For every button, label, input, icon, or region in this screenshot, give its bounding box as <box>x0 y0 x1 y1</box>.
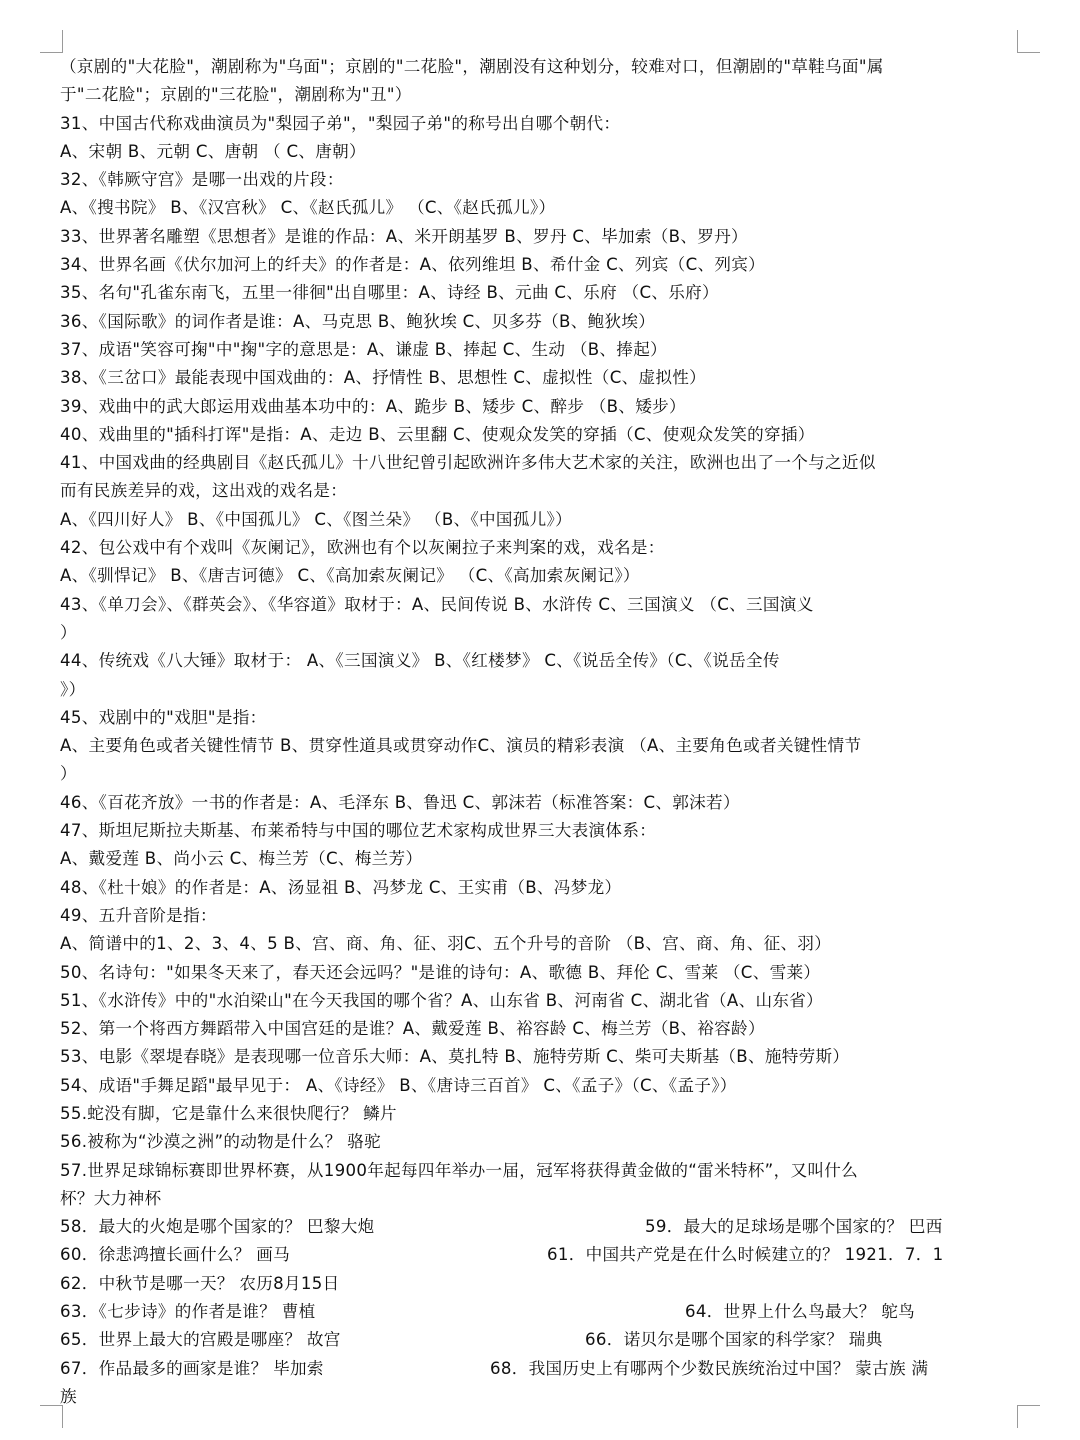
question-50: 50、名诗句："如果冬天来了，春天还会远吗？"是谁的诗句：A、歌德 B、拜伦 C、雪莱 （C、雪莱） <box>60 962 821 982</box>
question-52: 52、第一个将西方舞蹈带入中国宫廷的是谁？A、戴爱莲 B、裕容龄 C、梅兰芳（B、裕容龄） <box>60 1019 765 1039</box>
question-57: 57.世界足球锦标赛即世界杯赛，从1900年起每四年举办一届，冠军将获得黄金做的“雷米特杯”，又叫什么 <box>60 1160 859 1180</box>
question-54: 54、成语"手舞足蹈"最早见于： A、《诗经》 B、《唐诗三百首》 C、《孟子》（C、《孟子》） <box>60 1075 737 1095</box>
options-31: A、宋朝 B、元朝 C、唐朝 （ C、唐朝） <box>60 141 366 161</box>
question-65: 65．世界上最大的宫殿是哪座？ 故宫 <box>60 1330 341 1350</box>
question-43: 43、《单刀会》、《群英会》、《华容道》取材于：A、民间传说 B、水浒传 C、三国演义 （C、三国演义 <box>60 594 814 614</box>
question-68: 68．我国历史上有哪两个少数民族统治过中国？ 蒙古族 满 <box>490 1358 929 1378</box>
question-44: 44、传统戏《八大锤》取材于： A、《三国演义》 B、《红楼梦》 C、《说岳全传》（C、《说岳全传 <box>60 651 780 671</box>
question-pair-58-59 <box>60 1213 1025 1241</box>
options-49: A、简谱中的1、2、3、4、5 B、宫、商、角、征、羽C、五个升号的音阶 （B、宫、商、角、征、羽） <box>60 934 832 954</box>
document-body <box>60 53 1025 1411</box>
question-44-cont: 》） <box>60 679 86 699</box>
question-33: 33、世界著名雕塑《思想者》是谁的作品：A、米开朗基罗 B、罗丹 C、毕加索（B、罗丹） <box>60 226 748 246</box>
question-49: 49、五升音阶是指： <box>60 905 217 925</box>
question-46: 46、《百花齐放》一书的作者是：A、毛泽东 B、鲁迅 C、郭沫若（标准答案：C、郭沫若） <box>60 792 740 812</box>
text-line: （京剧的"大花脸"，潮剧称为"乌面"；京剧的"二花脸"，潮剧没有这种划分，较难对口，但潮剧的"草鞋乌面"属 <box>60 57 884 76</box>
question-57-cont: 杯？大力神杯 <box>60 1188 162 1208</box>
options-41: A、《四川好人》 B、《中国孤儿》 C、《图兰朵》 （B、《中国孤儿》） <box>60 509 573 529</box>
question-32: 32、《韩厥守宫》是哪一出戏的片段： <box>60 170 344 190</box>
question-36: 36、《国际歌》的词作者是谁：A、马克思 B、鲍狄埃 C、贝多芬（B、鲍狄埃） <box>60 311 656 331</box>
question-61: 61．中国共产党是在什么时候建立的？ 1921．7．1 <box>547 1245 944 1265</box>
options-45-cont: ） <box>60 764 77 784</box>
question-31: 31、中国古代称戏曲演员为"梨园子弟"，"梨园子弟"的称号出自哪个朝代： <box>60 113 621 133</box>
question-34: 34、世界名画《伏尔加河上的纤夫》的作者是：A、依列维坦 B、希什金 C、列宾（C、列宾） <box>60 255 766 275</box>
question-41-cont: 而有民族差异的戏，这出戏的戏名是： <box>60 481 348 501</box>
question-pair-67-68 <box>60 1355 1025 1383</box>
question-pair-65-66 <box>60 1326 1025 1354</box>
question-pair-60-61 <box>60 1241 1025 1269</box>
question-58: 58．最大的火炮是哪个国家的？ 巴黎大炮 <box>60 1217 375 1237</box>
question-pair-63-64 <box>60 1298 1025 1326</box>
question-45: 45、戏剧中的"戏胆"是指： <box>60 707 267 727</box>
crop-mark-top-left <box>40 30 63 53</box>
question-53: 53、电影《翠堤春晓》是表现哪一位音乐大师：A、莫扎特 B、施特劳斯 C、柴可夫斯基（B、施特劳斯） <box>60 1047 850 1067</box>
question-56: 56.被称为“沙漠之洲”的动物是什么？ 骆驼 <box>60 1132 381 1152</box>
question-41: 41、中国戏曲的经典剧目《赵氏孤儿》十八世纪曾引起欧洲许多伟大艺术家的关注，欧洲也出了一个与之近似 <box>60 453 876 473</box>
question-47: 47、斯坦尼斯拉夫斯基、布莱希特与中国的哪位艺术家构成世界三大表演体系： <box>60 821 657 841</box>
question-62: 62．中秋节是哪一天？ 农历8月15日 <box>60 1273 340 1293</box>
options-32: A、《搜书院》 B、《汉宫秋》 C、《赵氏孤儿》 （C、《赵氏孤儿》） <box>60 198 556 218</box>
question-42: 42、包公戏中有个戏叫《灰阑记》，欧洲也有个以灰阑拉子来判案的戏，戏名是： <box>60 538 665 558</box>
question-48: 48、《杜十娘》的作者是：A、汤显祖 B、冯梦龙 C、王实甫（B、冯梦龙） <box>60 877 622 897</box>
question-43-cont: ） <box>60 622 77 642</box>
question-40: 40、戏曲里的"插科打诨"是指：A、走边 B、云里翻 C、使观众发笑的穿插（C、使观众发笑的穿插） <box>60 424 815 444</box>
options-47: A、戴爱莲 B、尚小云 C、梅兰芳（C、梅兰芳） <box>60 849 423 869</box>
question-51: 51、《水浒传》中的"水泊梁山"在今天我国的哪个省？A、山东省 B、河南省 C、湖北省（A、山东省） <box>60 990 824 1010</box>
question-37: 37、成语"笑容可掬"中"掬"字的意思是：A、谦虚 B、捧起 C、生动 （B、捧起） <box>60 339 667 359</box>
options-45: A、主要角色或者关键性情节 B、贯穿性道具或贯穿动作C、演员的精彩表演 （A、主要角色或者关键性情节 <box>60 736 862 756</box>
question-55: 55.蛇没有脚，它是靠什么来很快爬行？ 鳞片 <box>60 1103 397 1123</box>
crop-mark-top-right <box>1017 30 1040 53</box>
question-66: 66．诺贝尔是哪个国家的科学家？ 瑞典 <box>585 1330 883 1350</box>
question-59: 59．最大的足球场是哪个国家的？ 巴西 <box>645 1217 943 1237</box>
question-35: 35、名句"孔雀东南飞，五里一徘徊"出自哪里：A、诗经 B、元曲 C、乐府 （C、乐府） <box>60 283 719 303</box>
question-60: 60．徐悲鸿擅长画什么？ 画马 <box>60 1245 291 1265</box>
question-63: 63．《七步诗》的作者是谁？ 曹植 <box>60 1302 316 1322</box>
question-38: 38、《三岔口》最能表现中国戏曲的：A、抒情性 B、思想性 C、虚拟性（C、虚拟性） <box>60 368 707 388</box>
options-42: A、《驯悍记》 B、《唐吉诃德》 C、《高加索灰阑记》 （C、《高加索灰阑记》） <box>60 566 640 586</box>
text-line: 于"二花脸"；京剧的"三花脸"，潮剧称为"丑"） <box>60 85 412 105</box>
question-39: 39、戏曲中的武大郎运用戏曲基本功中的：A、跪步 B、矮步 C、醉步 （B、矮步） <box>60 396 686 416</box>
question-64: 64．世界上什么鸟最大？ 鸵鸟 <box>685 1302 916 1322</box>
question-68-cont: 族 <box>60 1386 77 1406</box>
question-67: 67．作品最多的画家是谁？ 毕加索 <box>60 1358 324 1378</box>
